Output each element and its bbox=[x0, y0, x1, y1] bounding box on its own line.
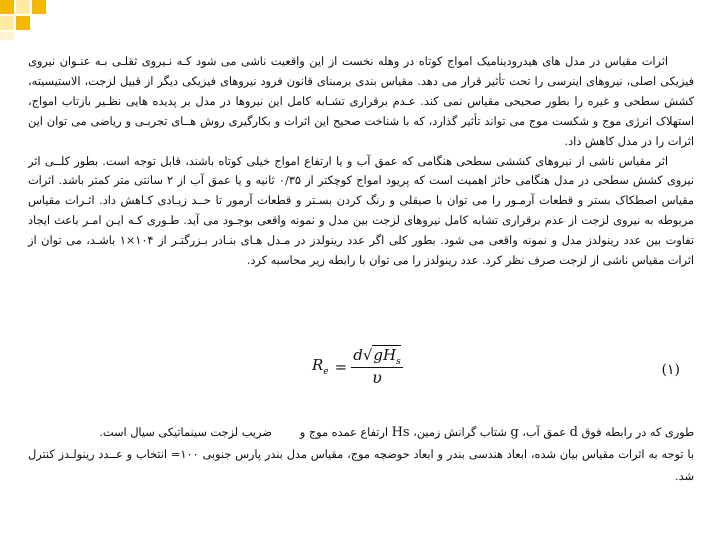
deco-square bbox=[0, 0, 14, 14]
deco-square bbox=[16, 0, 30, 14]
closing-paragraph: با توجه به اثرات مقیاس بیان شده، ابعاد هندسی بندر و ابعاد حوضچه موج، مقیاس مدل بندر پارس جنوبی ۱۰۰= انتخاب و عــدد رینولـدز کنترل شد. bbox=[28, 448, 694, 483]
deco-square bbox=[0, 32, 14, 40]
deco-square bbox=[16, 16, 30, 30]
body-text bbox=[28, 52, 694, 271]
definitions-text bbox=[28, 422, 694, 488]
paragraph-2: اثر مقیاس ناشی از نیروهای کششی سطحی هنگامی که عمق آب و یا ارتفاع امواج خیلی کوتاه باشند، قابل توجه است. بطور کلــی اثر نیروی کشش سطحی در مدل هنگامی حائز اهمیت است که پریود امواج کوچکتر از ۰/۳۵ ثانیه و یا عمق آب از ۲ سانتی متر کمتر باشد. اثرات مقیاس اصطکاک بستر و قطعات آرمـور را می توان با صیقلی و رنگ کردن بسـتر و قطعات آرمور تا حــد زیـادی کـاهش داد. اثـرات مقیاس مربوطه به نیروی لزجت از عدم برقراری تشابه کامل نیروهای لزجت بین مدل و نمونه واقعی بوجـود می آید. طـوری کـه ایـن امـر باعث ایجاد تفاوت بین عدد رینولدز مدل و نمونه واقعی می شود. بطور کلی اگر عدد رینولدز در مـدل هـای بنـادر بـزرگتـر از ۱۰۴×۱ باشـد، می توان از اثرات مقیاس ناشی از لزجت صرف نظر کرد. عدد رینولدز را می توان با رابطه زیر محاسبه کرد. bbox=[28, 154, 695, 268]
deco-square bbox=[0, 16, 14, 30]
paragraph-1: اثرات مقیاس در مدل های هیدرودینامیک امواج کوتاه در وهله نخست از این واقعیت ناشی می شود کـه نـیروی ثقلـی بـه عنـوان نیروی فیزیکی اصلی، نیروهای اینرسی را تحت تأثیر قرار می دهد. مقیاس بندی برمبنای قانون فرود نیروهای فیزیکی دیگر از قبیل لزجت، الاستیسیته، کشش سطحی و غیره را بطور صحیحی مقیاس نمی کند. عـدم برقراری تشـابه کامل این نیروها در مدل بر پدیده هایی نظـیر بازتاب امواج، استهلاک انرژی موج و شکست موج می تواند تأثیر گذارد، که با شناخت صحیح این اثرات و بکارگیری روش هــای تجربـی و ریاضی می توان این اثرات را در مدل کاهش داد. bbox=[28, 55, 694, 148]
deco-square bbox=[32, 0, 46, 14]
equation-number: (۱) bbox=[661, 362, 680, 378]
denominator: υ bbox=[372, 368, 382, 387]
reynolds-formula bbox=[0, 342, 720, 398]
corner-decoration bbox=[0, 0, 60, 40]
equation-lhs: $R_e$ bbox=[312, 356, 329, 377]
fraction bbox=[351, 346, 402, 387]
numerator: $d√gH_s$ bbox=[353, 346, 401, 367]
equals-sign: = bbox=[334, 357, 348, 376]
definitions-line: طوری که در رابطه فوق d عمق آب، g شتاب گرانش زمین، Hs ارتفاع عمده موج وضریب لزجت سینماتیکی سیال است. bbox=[99, 425, 694, 440]
equation bbox=[312, 346, 403, 387]
